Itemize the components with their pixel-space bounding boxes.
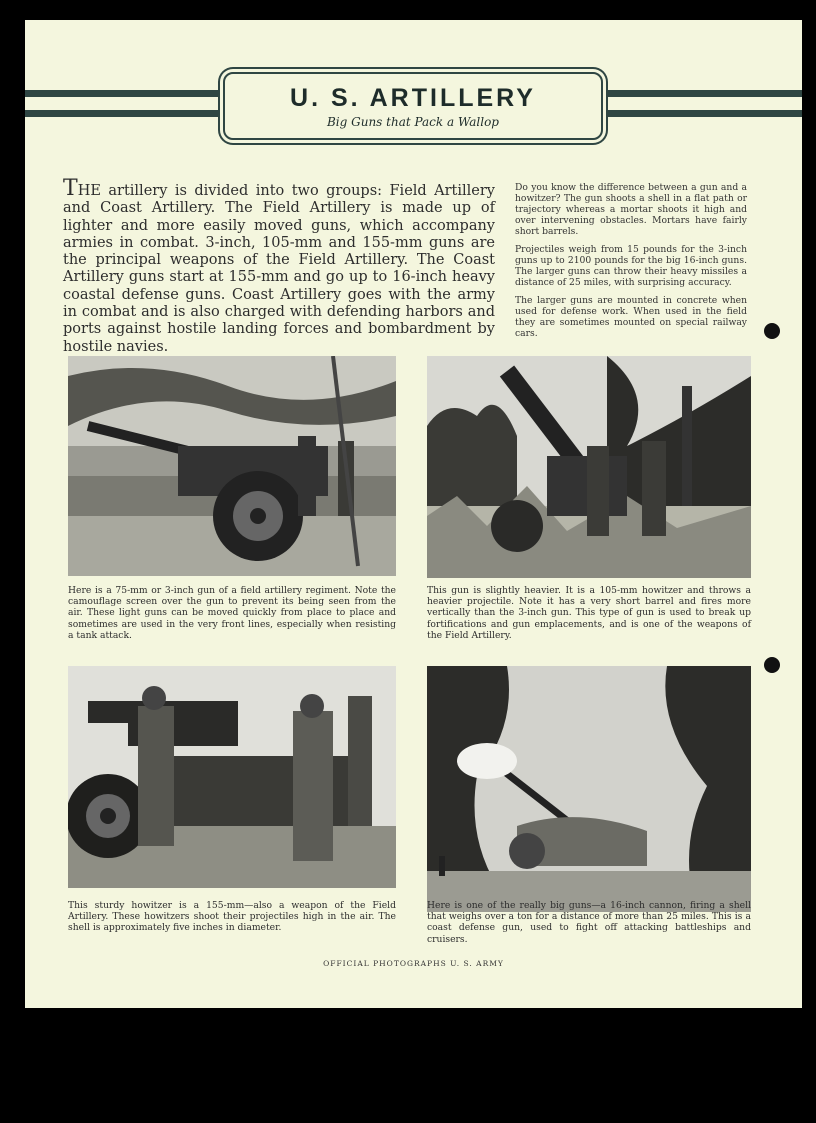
page-subtitle: Big Guns that Pack a Wallop [326, 115, 499, 129]
photo-caption: This sturdy howitzer is a 155-mm—also a weapon of the Field Artillery. These howitzers shoot their projectiles high in the air. The shell is approximately five inches in diameter. [68, 900, 396, 934]
binder-hole-lower [764, 657, 780, 673]
photo-caption: Here is one of the really big guns—a 16-inch cannon, firing a shell that weighs over a ton for a distance of more than 25 miles. This is a coast defense gun, used to fight off attacking battleships and cruisers. [427, 900, 751, 945]
photo-155mm-howitzer [68, 666, 396, 888]
intro-paragraph [63, 176, 495, 356]
intro-text: HE artillery is divided into two groups: Field Artillery and Coast Artillery. The Field Artillery is made up of lighter and more easily moved guns, which accompany armies in combat. 3-inch, 105-mm and 155-mm guns are the principal weapons of the Field Artillery. The Coast Artillery guns start at 155-mm and go up to 16-inch heavy coastal defense guns. Coast Artillery goes with the army in combat and is also charged with defending harbors and ports against hostile landing forces and bombardment by hostile navies. [63, 183, 495, 355]
document-page [25, 20, 802, 1008]
photo-105mm-howitzer [427, 356, 751, 578]
photo-16inch-cannon [427, 666, 751, 912]
sidebar-paragraph: Do you know the difference between a gun and a howitzer? The gun shoots a shell in a flat path or trajectory whereas a mortar shoots it high and over intervening obstacles. Mortars have fairly short barrels. [515, 182, 747, 237]
page-title: U. S. ARTILLERY [290, 84, 536, 112]
photo-caption: This gun is slightly heavier. It is a 105-mm howitzer and throws a heavier projectile. Note it has a very short barrel and fires more vertically than the 3-inch gun. This type of gun is used to break up fortifications and gun emplacements, and is one of the weapons of the Field Artillery. [427, 585, 751, 641]
sidebar-paragraph: Projectiles weigh from 15 pounds for the 3-inch guns up to 2100 pounds for the big 16-inch guns. The larger guns can throw their heavy missiles a distance of 25 miles, with surprising accuracy. [515, 244, 747, 288]
photo-credit: OFFICIAL PHOTOGRAPHS U. S. ARMY [323, 959, 504, 968]
drop-cap: T [63, 176, 78, 201]
photo-75mm-gun [68, 356, 396, 576]
sidebar-text [515, 182, 747, 346]
photo-caption: Here is a 75-mm or 3-inch gun of a field artillery regiment. Note the camouflage screen over the gun to prevent its being seen from the air. These light guns can be moved quickly from place to place and sometimes are used in the very front lines, especially when resisting a tank attack. [68, 585, 396, 641]
sidebar-paragraph: The larger guns are mounted in concrete when used for defense work. When used in the field they are sometimes mounted on special railway cars. [515, 295, 747, 339]
binder-hole-upper [764, 323, 780, 339]
title-plaque [223, 72, 603, 140]
